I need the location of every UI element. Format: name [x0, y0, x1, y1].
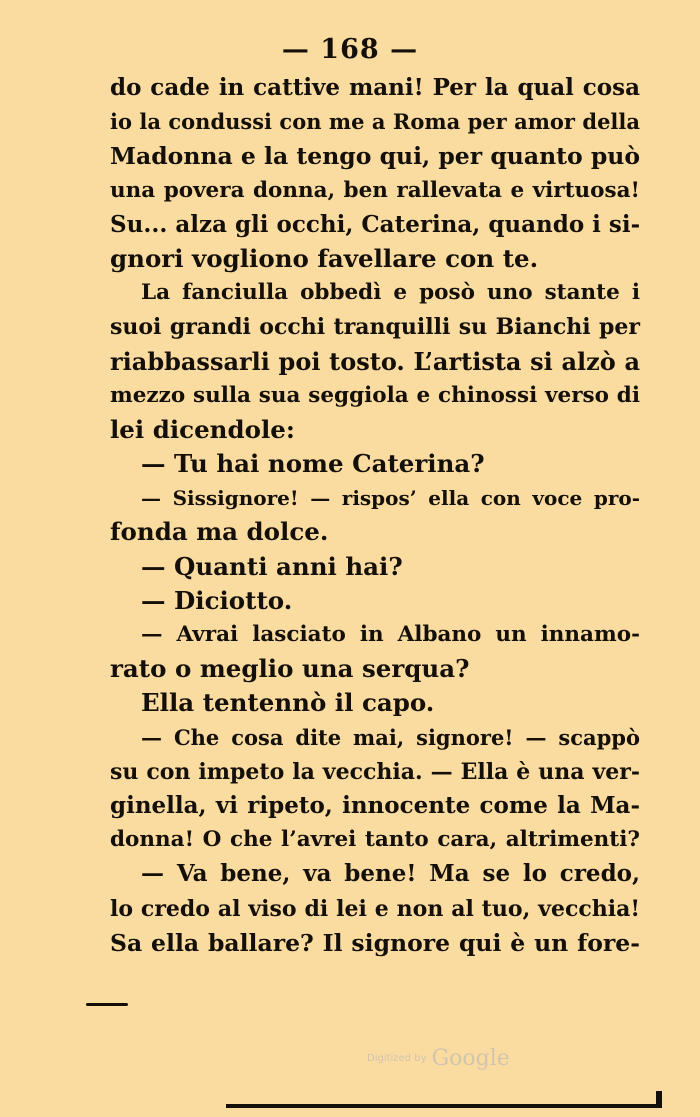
- text-line: suoi grandi occhi tranquilli su Bianchi per: [110, 314, 640, 341]
- text-line: donna! O che l’avrei tanto cara, altrimenti?: [110, 827, 640, 853]
- text-line: mezzo sulla sua seggiola e chinossi verso di: [110, 382, 640, 408]
- text-line: Madonna e la tengo qui, per quanto può: [110, 142, 641, 171]
- text-line: rato o meglio una serqua?: [110, 654, 470, 684]
- text-line: Su... alza gli occhi, Caterina, quando i si-: [110, 210, 641, 238]
- text-line: una povera donna, ben rallevata e virtuosa!: [110, 177, 640, 203]
- bottom-rule-cap: [656, 1091, 662, 1107]
- text-line: — Sissignore! — rispos’ ella con voce pro-: [141, 486, 640, 511]
- google-logo: Google: [431, 1046, 510, 1071]
- text-line: Ella tentennò il capo.: [141, 688, 435, 718]
- text-line: su con impeto la vecchia. — Ella è una ver-: [110, 758, 640, 785]
- text-line: — Va bene, va bene! Ma se lo credo,: [141, 860, 640, 888]
- text-line: ginella, vi ripeto, innocente come la Ma-: [110, 791, 640, 819]
- text-line: — Quanti anni hai?: [141, 551, 403, 581]
- text-line: — Avrai lasciato in Albano un innamo-: [141, 622, 640, 647]
- text-line: do cade in cattive mani! Per la qual cosa: [110, 74, 640, 101]
- text-line: io la condussi con me a Roma per amor della: [110, 109, 640, 135]
- text-line: La fanciulla obbedì e posò uno stante i: [141, 280, 640, 306]
- digitized-watermark: [367, 1046, 510, 1071]
- text-line: fonda ma dolce.: [110, 517, 329, 547]
- text-body: [110, 71, 640, 960]
- watermark-prefix: Digitized by: [367, 1053, 427, 1064]
- margin-dash: [86, 1003, 128, 1006]
- text-line: Sa ella ballare? Il signore qui è un fore-: [110, 928, 640, 957]
- text-line: gnori vogliono favellare con te.: [110, 243, 539, 273]
- text-line: lo credo al viso di lei e non al tuo, vecchia!: [110, 895, 640, 922]
- text-line: riabbassarli poi tosto. L’artista si alzò a: [110, 346, 640, 376]
- text-line: — Diciotto.: [141, 585, 293, 615]
- page-number: — 168 —: [281, 34, 419, 65]
- bottom-rule: [226, 1104, 662, 1108]
- text-line: lei dicendole:: [110, 414, 295, 444]
- text-line: — Che cosa dite mai, signore! — scappò: [141, 724, 640, 750]
- text-line: — Tu hai nome Caterina?: [141, 449, 485, 479]
